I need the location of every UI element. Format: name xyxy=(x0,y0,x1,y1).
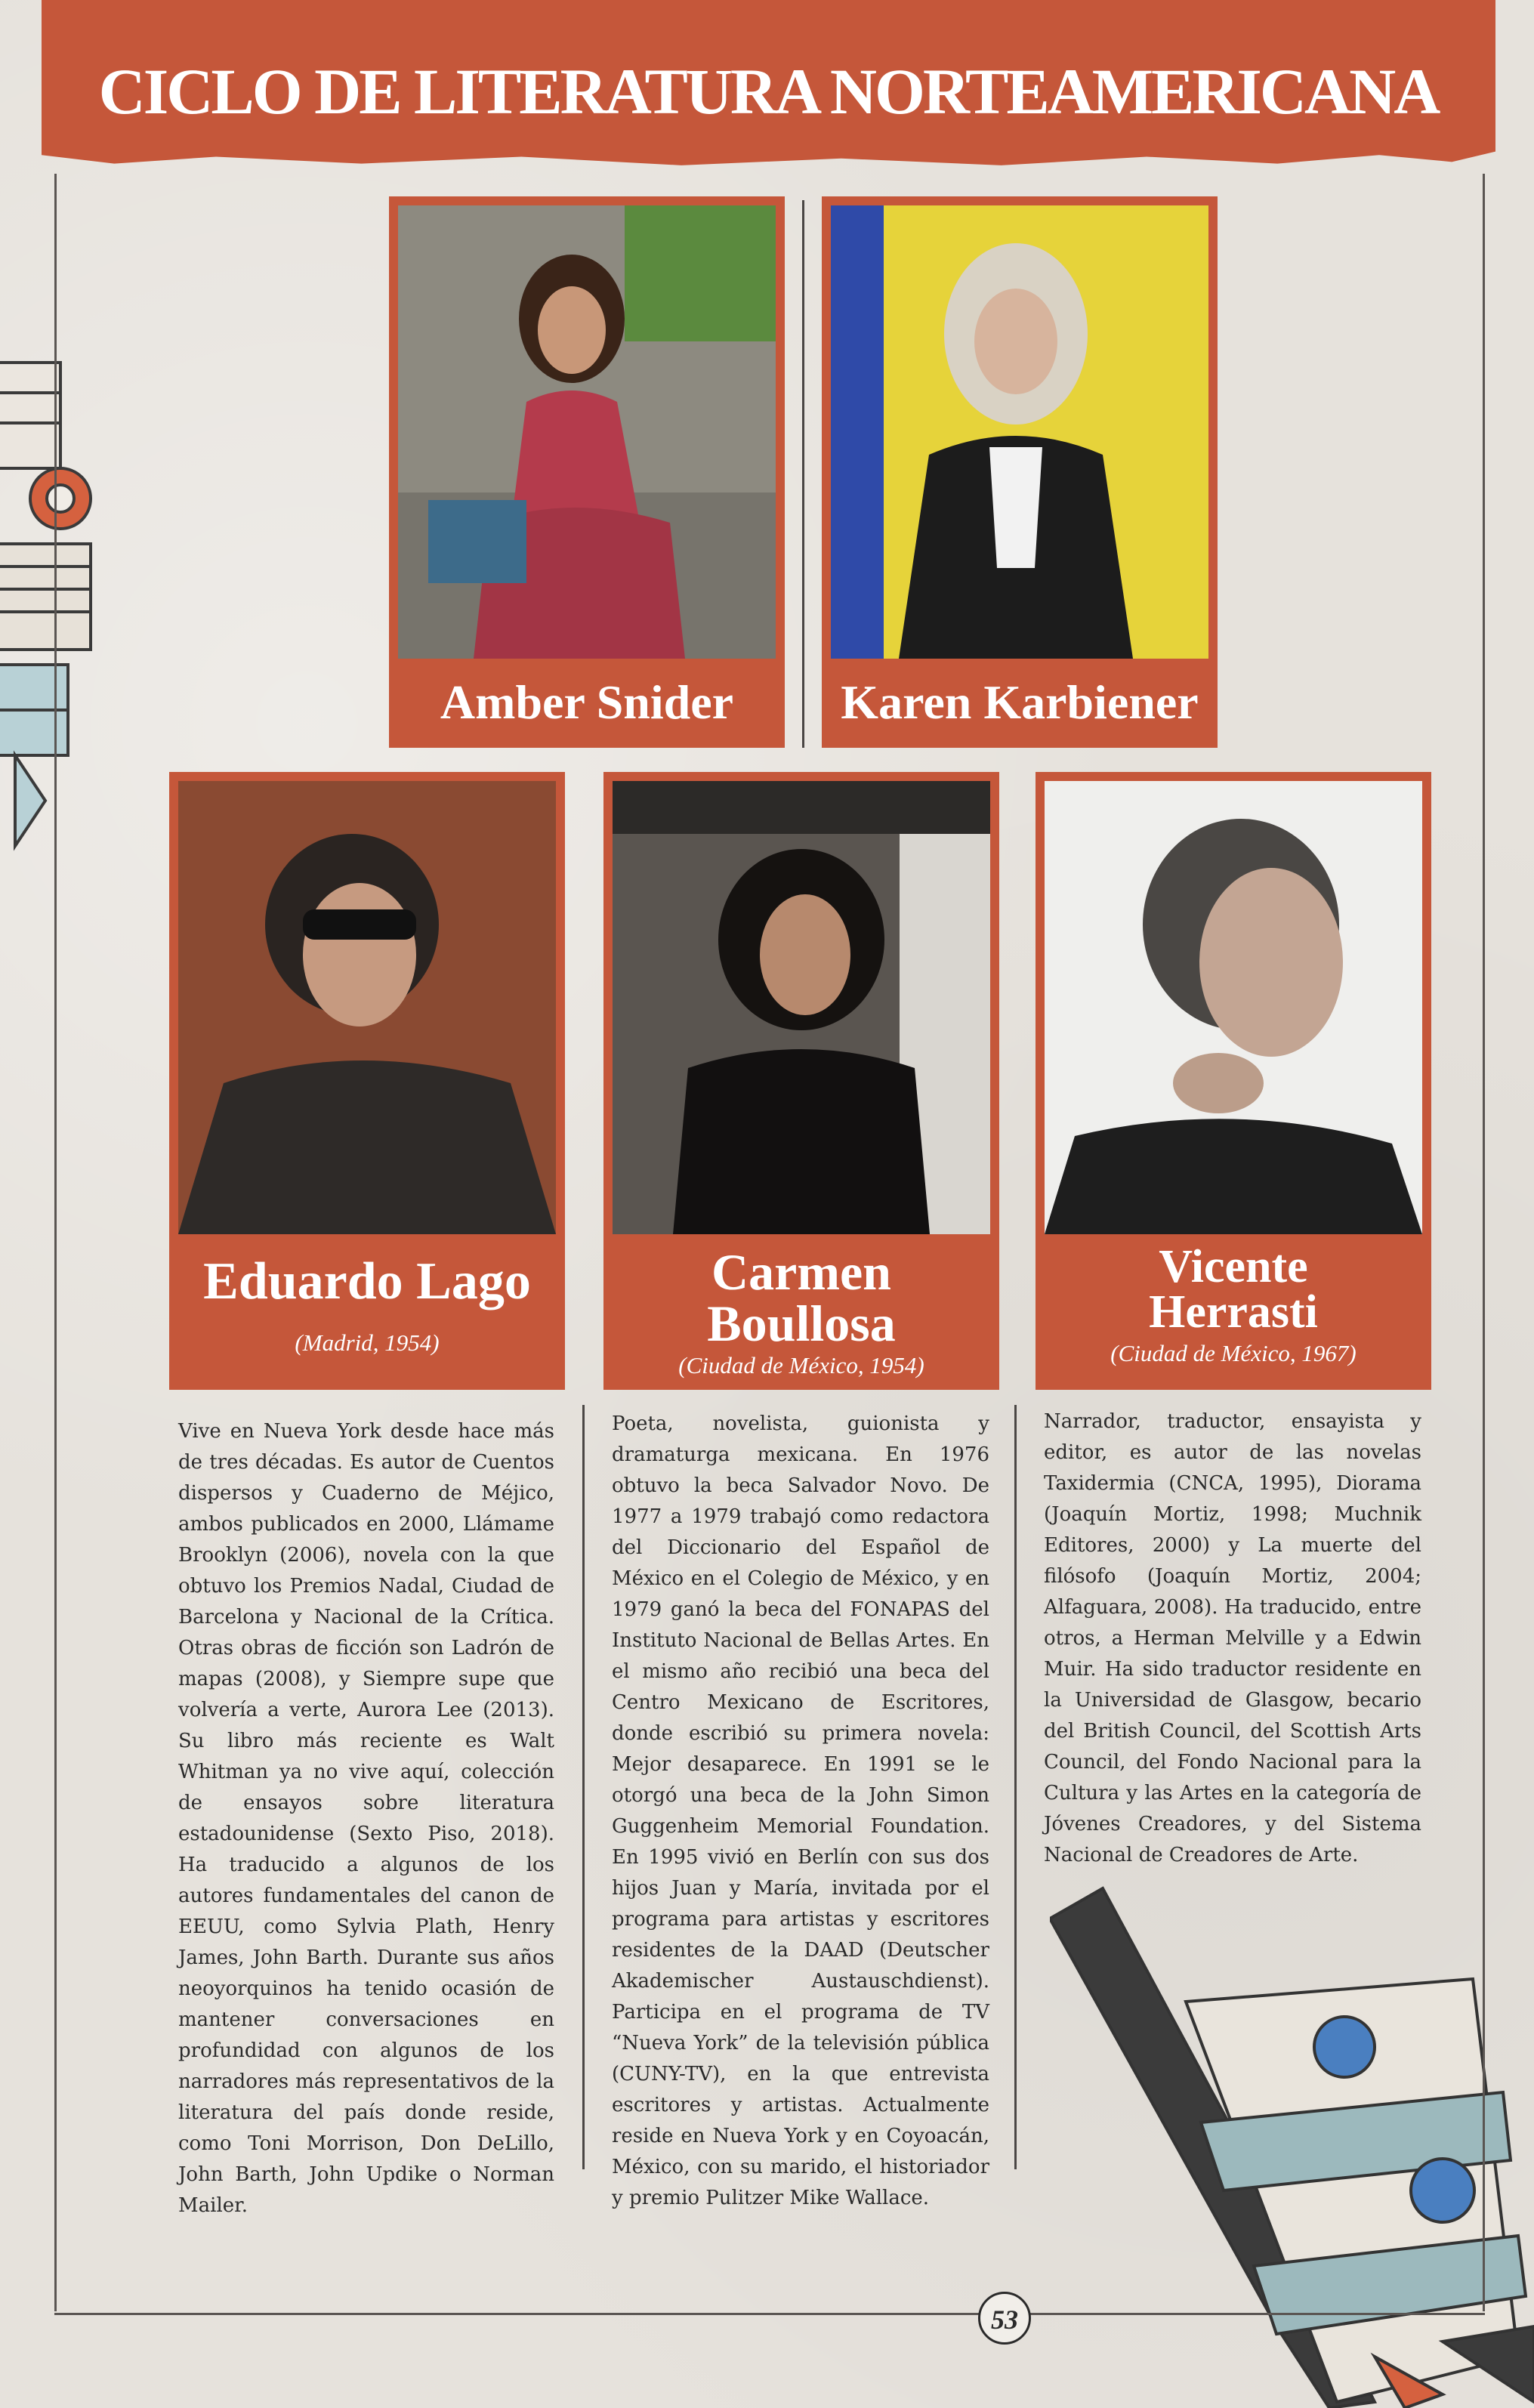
author-origin: (Ciudad de México, 1954) xyxy=(678,1352,924,1378)
author-card-vicente-herrasti xyxy=(1036,772,1431,1390)
column-divider-2 xyxy=(1014,1405,1017,2169)
author-bio-eduardo-lago: Vive en Nueva York desde hace más de tres décadas. Es autor de Cuentos dispersos y Cuaderno de Méjico, ambos publicados en 2000, Llámame Brooklyn (2006), novela con la que obtuvo los Premios Nadal, Ciudad de Barcelona y Nacional de la Crítica. Otras obras de ficción son Ladrón de mapas (2008), y Siempre supe que volvería a verte, Aurora Lee (2013). Su libro más reciente es Walt Whitman ya no vive aquí, colección de ensayos sobre literatura estadounidense (Sexto Piso, 2018). Ha traducido a algunos de los autores fundamentales del canon de EEUU, como Sylvia Plath, Henry James, John Barth. Durante sus años neoyorquinos ha tenido ocasión de mantener conversaciones en profundidad con algunos de los narradores más representativos de la literatura del país donde reside, como Toni Morrison, Don DeLillo, John Barth, John Updike o Norman Mailer. xyxy=(178,1420,554,2217)
author-photo xyxy=(613,781,990,1234)
author-card-carmen-boullosa xyxy=(603,772,999,1390)
author-photo xyxy=(178,781,556,1234)
author-card-karen-karbiener xyxy=(822,196,1218,748)
author-origin: (Ciudad de México, 1967) xyxy=(1110,1340,1357,1366)
author-name-first: Vicente xyxy=(1159,1241,1308,1292)
author-name-last: Herrasti xyxy=(1149,1286,1318,1338)
column-divider-top xyxy=(802,200,804,748)
page-title: CICLO DE LITERATURA NORTEAMERICANA xyxy=(98,55,1439,128)
page-frame-bottom xyxy=(54,2313,1485,2315)
author-name: Karen Karbiener xyxy=(841,675,1199,729)
author-card-amber-snider xyxy=(389,196,785,748)
author-bio-vicente-herrasti: Narrador, traductor, ensayista y editor, es autor de las novelas Taxidermia (CNCA, 1995), Diorama (Joaquín Mortiz, 1998; Muchnik Editores, 2000) y La muerte del filósofo (Joaquín Mortiz, 2004; Alfaguara, 2008). Ha traducido, entre otros, a Herman Melville y a Edwin Muir. Ha sido traductor residente en la Universidad de Glasgow, becario del British Council, del Scottish Arts Council, del Fondo Nacional para la Cultura y las Artes en la categoría de Jóvenes Creadores, y del Sistema Nacional de Creadores de Arte. xyxy=(1044,1410,1421,1866)
author-name: Amber Snider xyxy=(440,675,734,729)
author-name-last: Boullosa xyxy=(707,1295,896,1352)
author-name: Eduardo Lago xyxy=(203,1252,531,1311)
author-name-first: Carmen xyxy=(711,1243,891,1301)
author-bio-carmen-boullosa: Poeta, novelista, guionista y dramaturga mexicana. En 1976 obtuvo la beca Salvador Novo. De 1977 a 1979 trabajó como redactora del Diccionario del Español de México en el Colegio de México, y en 1979 ganó la beca del FONAPAS del Instituto Nacional de Bellas Artes. En el mismo año recibió una beca del Centro Mexicano de Escritores, donde escribió su primera novela: Mejor desaparece. En 1991 se le otorgó una beca de la John Simon Guggenheim Memorial Foundation. En 1995 vivió en Berlín con sus dos hijos Juan y María, invitada por el programa para artistas y escritores residentes de la DAAD (Deutscher Akademischer Austauschdienst). Participa en el programa de TV “Nueva York” de la televisión pública (CUNY-TV), en la que entrevista escritores y artistas. Actualmente reside en Nueva York y en Coyoacán, México, con su marido, el historiador y premio Pulitzer Mike Wallace. xyxy=(612,1412,989,2209)
page-frame-right xyxy=(1483,174,1485,2311)
page-number-badge xyxy=(978,2292,1031,2345)
rocket-illustration xyxy=(1050,1873,1534,2408)
author-origin: (Madrid, 1954) xyxy=(295,1329,440,1356)
page-number: 53 xyxy=(991,2305,1018,2335)
column-divider-1 xyxy=(582,1405,585,2169)
author-photo xyxy=(1045,781,1422,1234)
author-card-eduardo-lago xyxy=(169,772,565,1390)
author-photo xyxy=(831,205,1208,659)
page-frame-left xyxy=(54,174,57,2311)
author-photo xyxy=(398,205,776,659)
